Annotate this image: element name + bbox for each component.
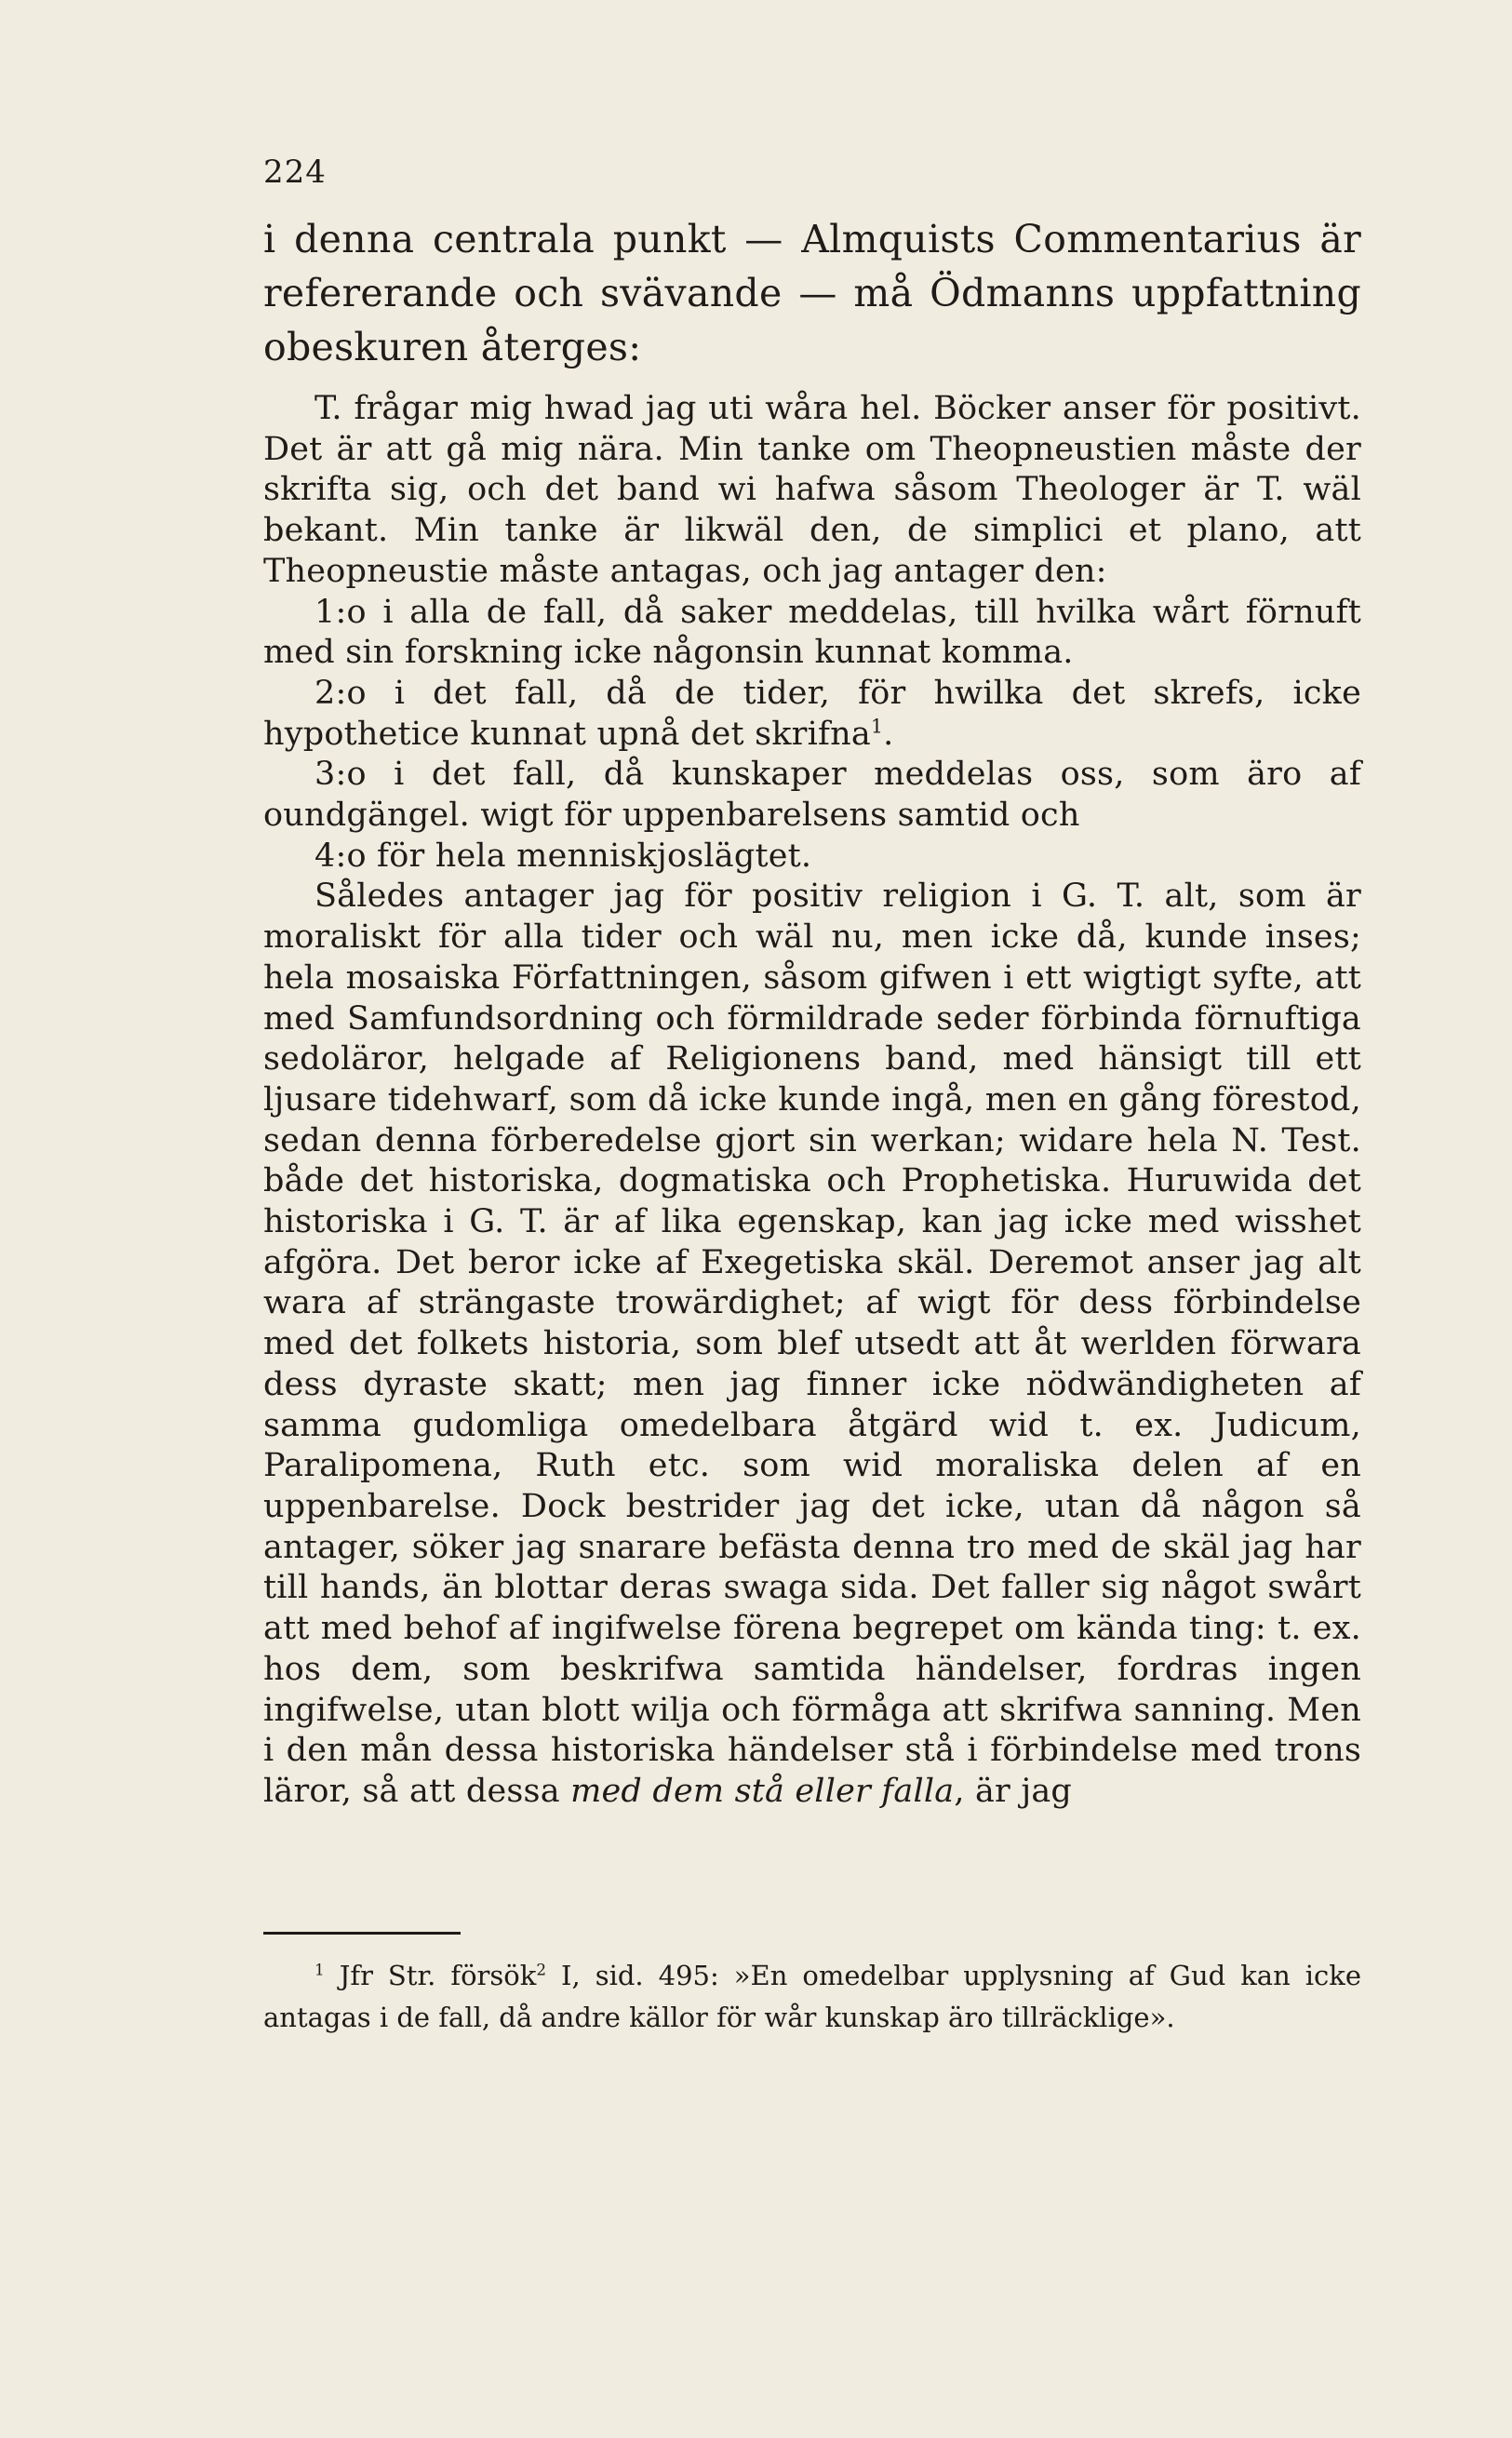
footnote-text-a: Jfr Str. försök — [324, 1960, 537, 1991]
footnote-edition-superscript: 2 — [536, 1960, 547, 1979]
footnote-reference: 1 — [870, 714, 884, 737]
quote-main-text: Således antager jag för positiv religion i G. T. alt, som är moraliskt för alla tider och wäl nu, men icke då, kunde inses; hela mosaiska Författningen, såsom gifwen i ett wigtigt syfte, att med Samfundsordning och förmildrade seder förbinda förnuftiga sedoläror, helgade af Religionens band, med hänsigt till ett ljusare tidehwarf, som då icke kunde ingå, men en gång förestod, sedan denna förberedelse gjort sin werkan; widare hela N. Test. både det historiska, dogmatiska och Prophetiska. Huruwida det historiska i G. T. är af lika egenskap, kan jag icke med wisshet afgöra. Det beror icke af Exegetiska skäl. Deremot anser jag alt wara af strängaste trowärdighet; af wigt för dess förbindelse med det folkets historia, som blef utsedt att åt werlden förwara dess dyraste skatt; men jag finner icke nödwändigheten af samma gudomliga omedelbara åtgärd wid t. ex. Judicum, Paralipomena, Ruth etc. som wid moraliska delen af en uppenbarelse. Dock bestrider jag det icke, utan då någon så antager, söker jag snarare befästa denna tro med de skäl jag har till hands, än blottar deras swaga sida. Det faller sig något swårt att med behof af ingifwelse förena begrepet om kända ting: t. ex. hos dem, som beskrifwa samtida händelser, fordras ingen ingifwelse, utan blott wilja och förmåga att skrifwa sanning. Men i den mån dessa historiska händelser stå i förbindelse med trons läror, så att dessa — [263, 877, 1361, 1810]
footnote — [263, 1955, 1361, 2039]
quote-paragraph-intro: T. frågar mig hwad jag uti wåra hel. Böcker anser för positivt. Det är att gå mig nära. Min tanke om Theopneustien måste der skrifta sig, och det band wi hafwa såsom Theologer är T. wäl bekant. Min tanke är likwäl den, de simplici et plano, att Theopneustie måste antagas, och jag antager den: — [263, 390, 1361, 590]
page-number: 224 — [263, 154, 327, 191]
quote-item-2-text: 2:o i det fall, då de tider, för hwilka det skrefs, icke hypothetice kunnat upnå det skrifna — [263, 674, 1361, 753]
quote-paragraph-main — [263, 877, 1361, 1812]
emphasis-phrase: med dem stå eller — [570, 1772, 871, 1810]
footnote-marker: 1 — [314, 1960, 325, 1979]
quote-main-end: , är jag — [954, 1772, 1073, 1810]
lead-paragraph: i denna centrala punkt — Almquists Commentarius är refererande och svävande — må Ödmanns uppfattning obeskuren återges: — [263, 217, 1361, 369]
quote-item-2-end: . — [883, 715, 894, 753]
quote-item-2 — [263, 674, 1361, 755]
quote-item-1: 1:o i alla de fall, då saker meddelas, till hvilka wårt förnuft med sin forskning icke någonsin kunnat komma. — [263, 593, 1361, 672]
footnote-text-b: I, sid. 495: »En omedelbar upplysning af Gud kan icke antagas i de fall, då andre källor för wår kunskap äro tillräcklige». — [263, 1960, 1361, 2033]
quote-item-3: 3:o i det fall, då kunskaper meddelas oss, som äro af oundgängel. wigt för uppenbarelsens samtid och — [263, 756, 1361, 835]
quote-item-4: 4:o för hela menniskjoslägtet. — [314, 837, 812, 875]
footnote-divider — [263, 1932, 461, 1935]
quoted-letter — [263, 389, 1361, 1813]
emphasis-word: falla — [881, 1772, 955, 1810]
